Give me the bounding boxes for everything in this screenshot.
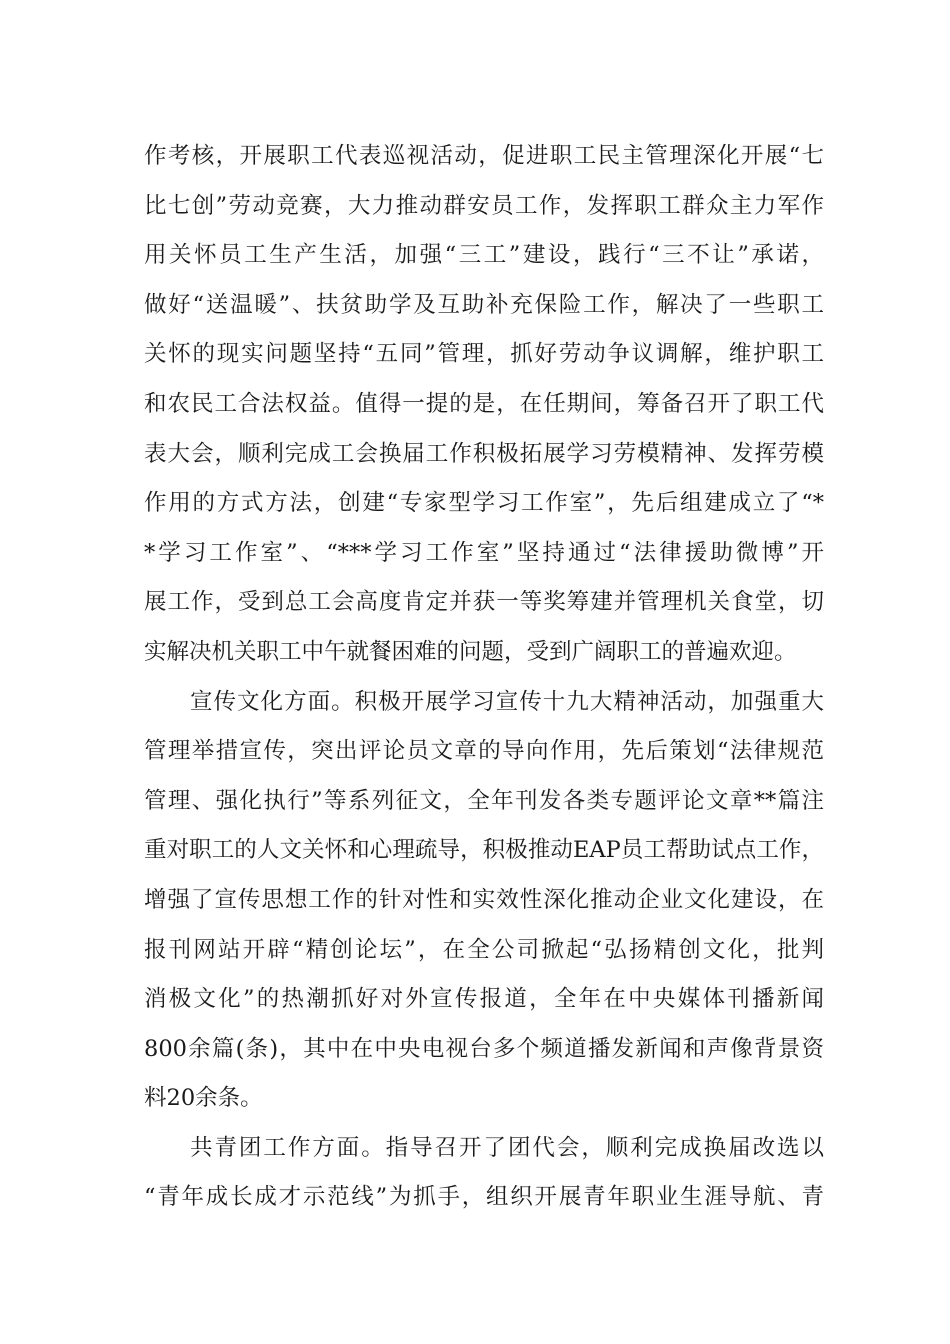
text-line: “青年成长成才示范线”为抓手，组织开展青年职业生涯导航、青 — [144, 1184, 824, 1211]
text-line: 消极文化”的热潮抓好对外宣传报道，全年在中央媒体刊播新闻 — [144, 986, 824, 1013]
text-line: 管理举措宣传，突出评论员文章的导向作用，先后策划“法律规范 — [144, 738, 824, 765]
text-line: 报刊网站开辟“精创论坛”，在全公司掀起“弘扬精创文化，批判 — [144, 936, 824, 963]
text-line: 作考核，开展职工代表巡视活动，促进职工民主管理深化开展“七 — [144, 143, 824, 169]
text-line: 关怀的现实问题坚持“五同”管理，抓好劳动争议调解，维护职工 — [144, 341, 824, 368]
text-line: 800余篇(条)，其中在中央电视台多个频道播发新闻和声像背景资 — [144, 1035, 824, 1062]
text-line: *学习工作室”、“***学习工作室”坚持通过“法律援助微博”开 — [144, 539, 824, 566]
text-line: 共青团工作方面。指导召开了团代会，顺利完成换届改选以 — [190, 1134, 824, 1161]
text-line: 增强了宣传思想工作的针对性和实效性深化推动企业文化建设，在 — [144, 886, 824, 913]
document-body — [144, 132, 824, 1223]
text-line: 用关怀员工生产生活，加强“三工”建设，践行“三不让”承诺， — [144, 242, 824, 269]
text-line: 管理、强化执行”等系列征文，全年刊发各类专题评论文章**篇注 — [144, 787, 824, 814]
text-line: 实解决机关职工中午就餐困难的问题，受到广阔职工的普遍欢迎。 — [144, 638, 797, 665]
text-line: 表大会，顺利完成工会换届工作积极拓展学习劳模精神、发挥劳模 — [144, 440, 824, 467]
text-line: 作用的方式方法，创建“专家型学习工作室”，先后组建成立了“* — [144, 490, 824, 517]
text-line: 和农民工合法权益。值得一提的是，在任期间，筹备召开了职工代 — [144, 390, 824, 417]
text-line: 料20余条。 — [144, 1085, 263, 1112]
text-line: 做好“送温暖”、扶贫助学及互助补充保险工作，解决了一些职工 — [144, 291, 824, 318]
text-line: 宣传文化方面。积极开展学习宣传十九大精神活动，加强重大 — [190, 688, 824, 715]
text-line: 重对职工的人文关怀和心理疏导，积极推动EAP员工帮助试点工作， — [144, 837, 824, 864]
text-line: 比七创”劳动竞赛，大力推动群安员工作，发挥职工群众主力军作 — [144, 192, 824, 219]
text-line: 展工作，受到总工会高度肯定并获一等奖筹建并管理机关食堂，切 — [144, 589, 824, 616]
